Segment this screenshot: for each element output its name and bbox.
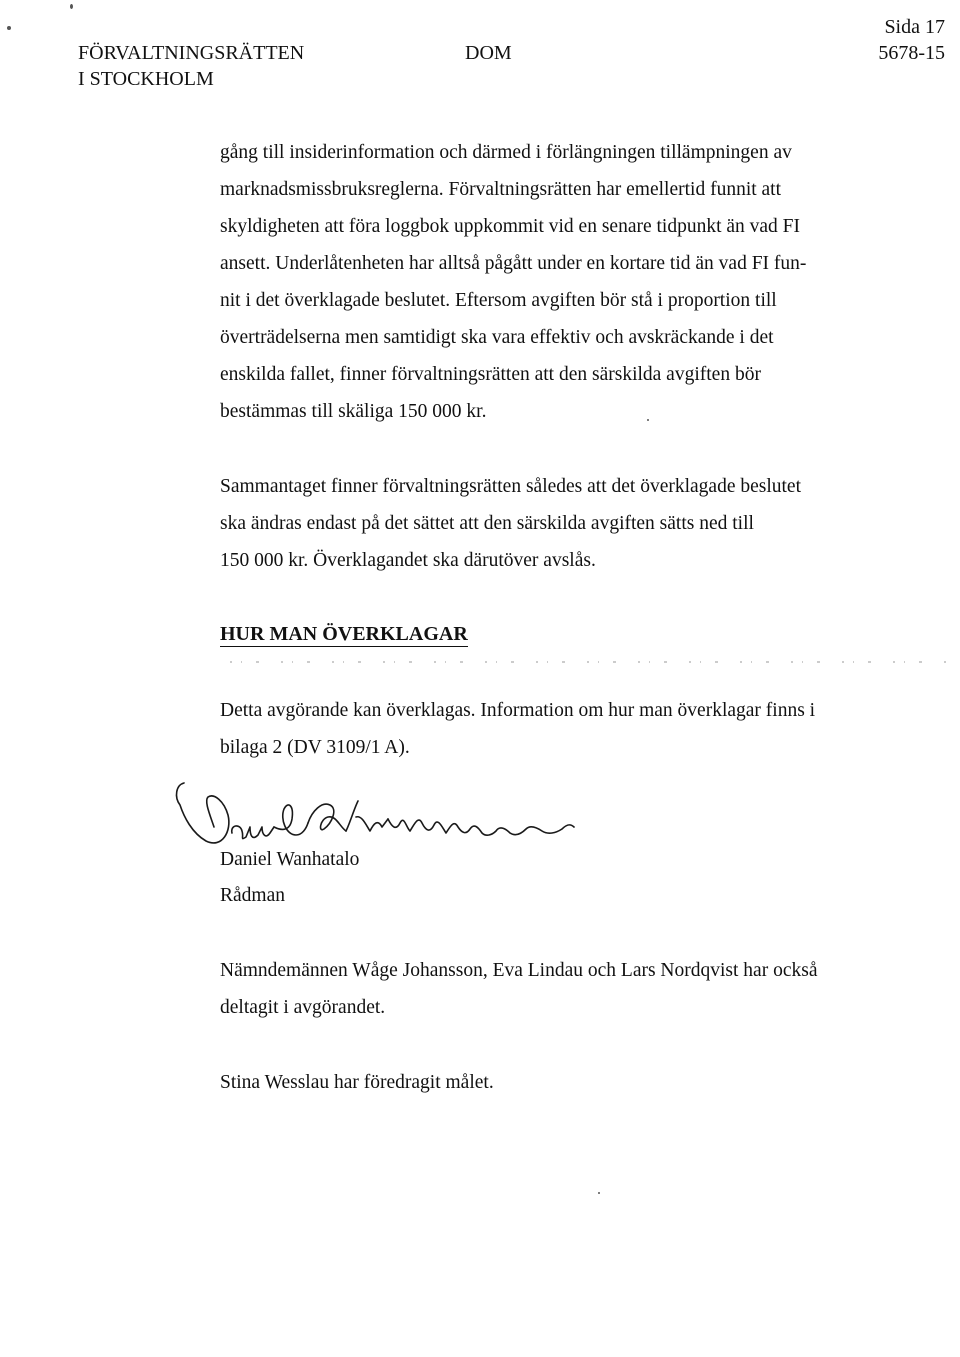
paragraph-line: överträdelserna men samtidigt ska vara effektiv och avskräckande i det: [220, 327, 774, 348]
paragraph-line: Nämndemännen Wåge Johansson, Eva Lindau och Lars Nordqvist har också: [220, 960, 818, 981]
scan-speck: [7, 26, 11, 30]
scan-artifact-line: [0, 656, 960, 668]
lay-judges-note: [220, 952, 880, 1026]
court-name-line1: FÖRVALTNINGSRÄTTEN: [78, 42, 305, 64]
court-name-line2: I STOCKHOLM: [78, 68, 214, 90]
paragraph-line: 150 000 kr. Överklagandet ska därutöver avslås.: [220, 550, 596, 571]
scan-speck: [598, 1192, 600, 1194]
paragraph-line: bestämmas till skäliga 150 000 kr.: [220, 401, 487, 422]
paragraph-line: ansett. Underlåtenheten har alltså pågått under en kortare tid än vad FI fun-: [220, 253, 807, 274]
paragraph-line: Sammantaget finner förvaltningsrätten således att det överklagade beslutet: [220, 476, 802, 497]
page-number: Sida 17: [884, 16, 945, 38]
scan-speck: [647, 419, 649, 421]
paragraph-line: enskilda fallet, finner förvaltningsrätten att den särskilda avgiften bör: [220, 364, 761, 385]
appeal-heading: [220, 620, 468, 648]
appeal-heading-text: HUR MAN ÖVERKLAGAR: [220, 623, 468, 645]
paragraph-line: marknadsmissbruksreglerna. Förvaltningsrätten har emellertid funnit att: [220, 179, 782, 200]
paragraph-line: ska ändras endast på det sättet att den särskilda avgiften sätts ned till: [220, 513, 754, 534]
handwritten-signature: [170, 775, 590, 855]
signer-title: Rådman: [220, 885, 285, 906]
document-type: DOM: [465, 42, 512, 64]
case-number: 5678-15: [878, 42, 945, 64]
paragraph-line: gång till insiderinformation och därmed i förlängningen tillämpningen av: [220, 142, 792, 163]
paragraph-line: nit i det överklagade beslutet. Eftersom avgiften bör stå i proportion till: [220, 290, 777, 311]
scan-speck: [70, 4, 73, 9]
paragraph-reasoning: [220, 134, 880, 430]
paragraph-line: Detta avgörande kan överklagas. Information om hur man överklagar finns i: [220, 700, 816, 721]
signer-name: Daniel Wanhatalo: [220, 849, 360, 870]
reporter-note: Stina Wesslau har föredragit målet.: [220, 1072, 494, 1093]
paragraph-line: skyldigheten att föra loggbok uppkommit vid en senare tidpunkt än vad FI: [220, 216, 801, 237]
paragraph-line: deltagit i avgörandet.: [220, 997, 386, 1018]
appeal-information: [220, 692, 880, 766]
paragraph-conclusion: [220, 468, 880, 579]
paragraph-line: bilaga 2 (DV 3109/1 A).: [220, 737, 410, 758]
court-name: [78, 40, 304, 92]
